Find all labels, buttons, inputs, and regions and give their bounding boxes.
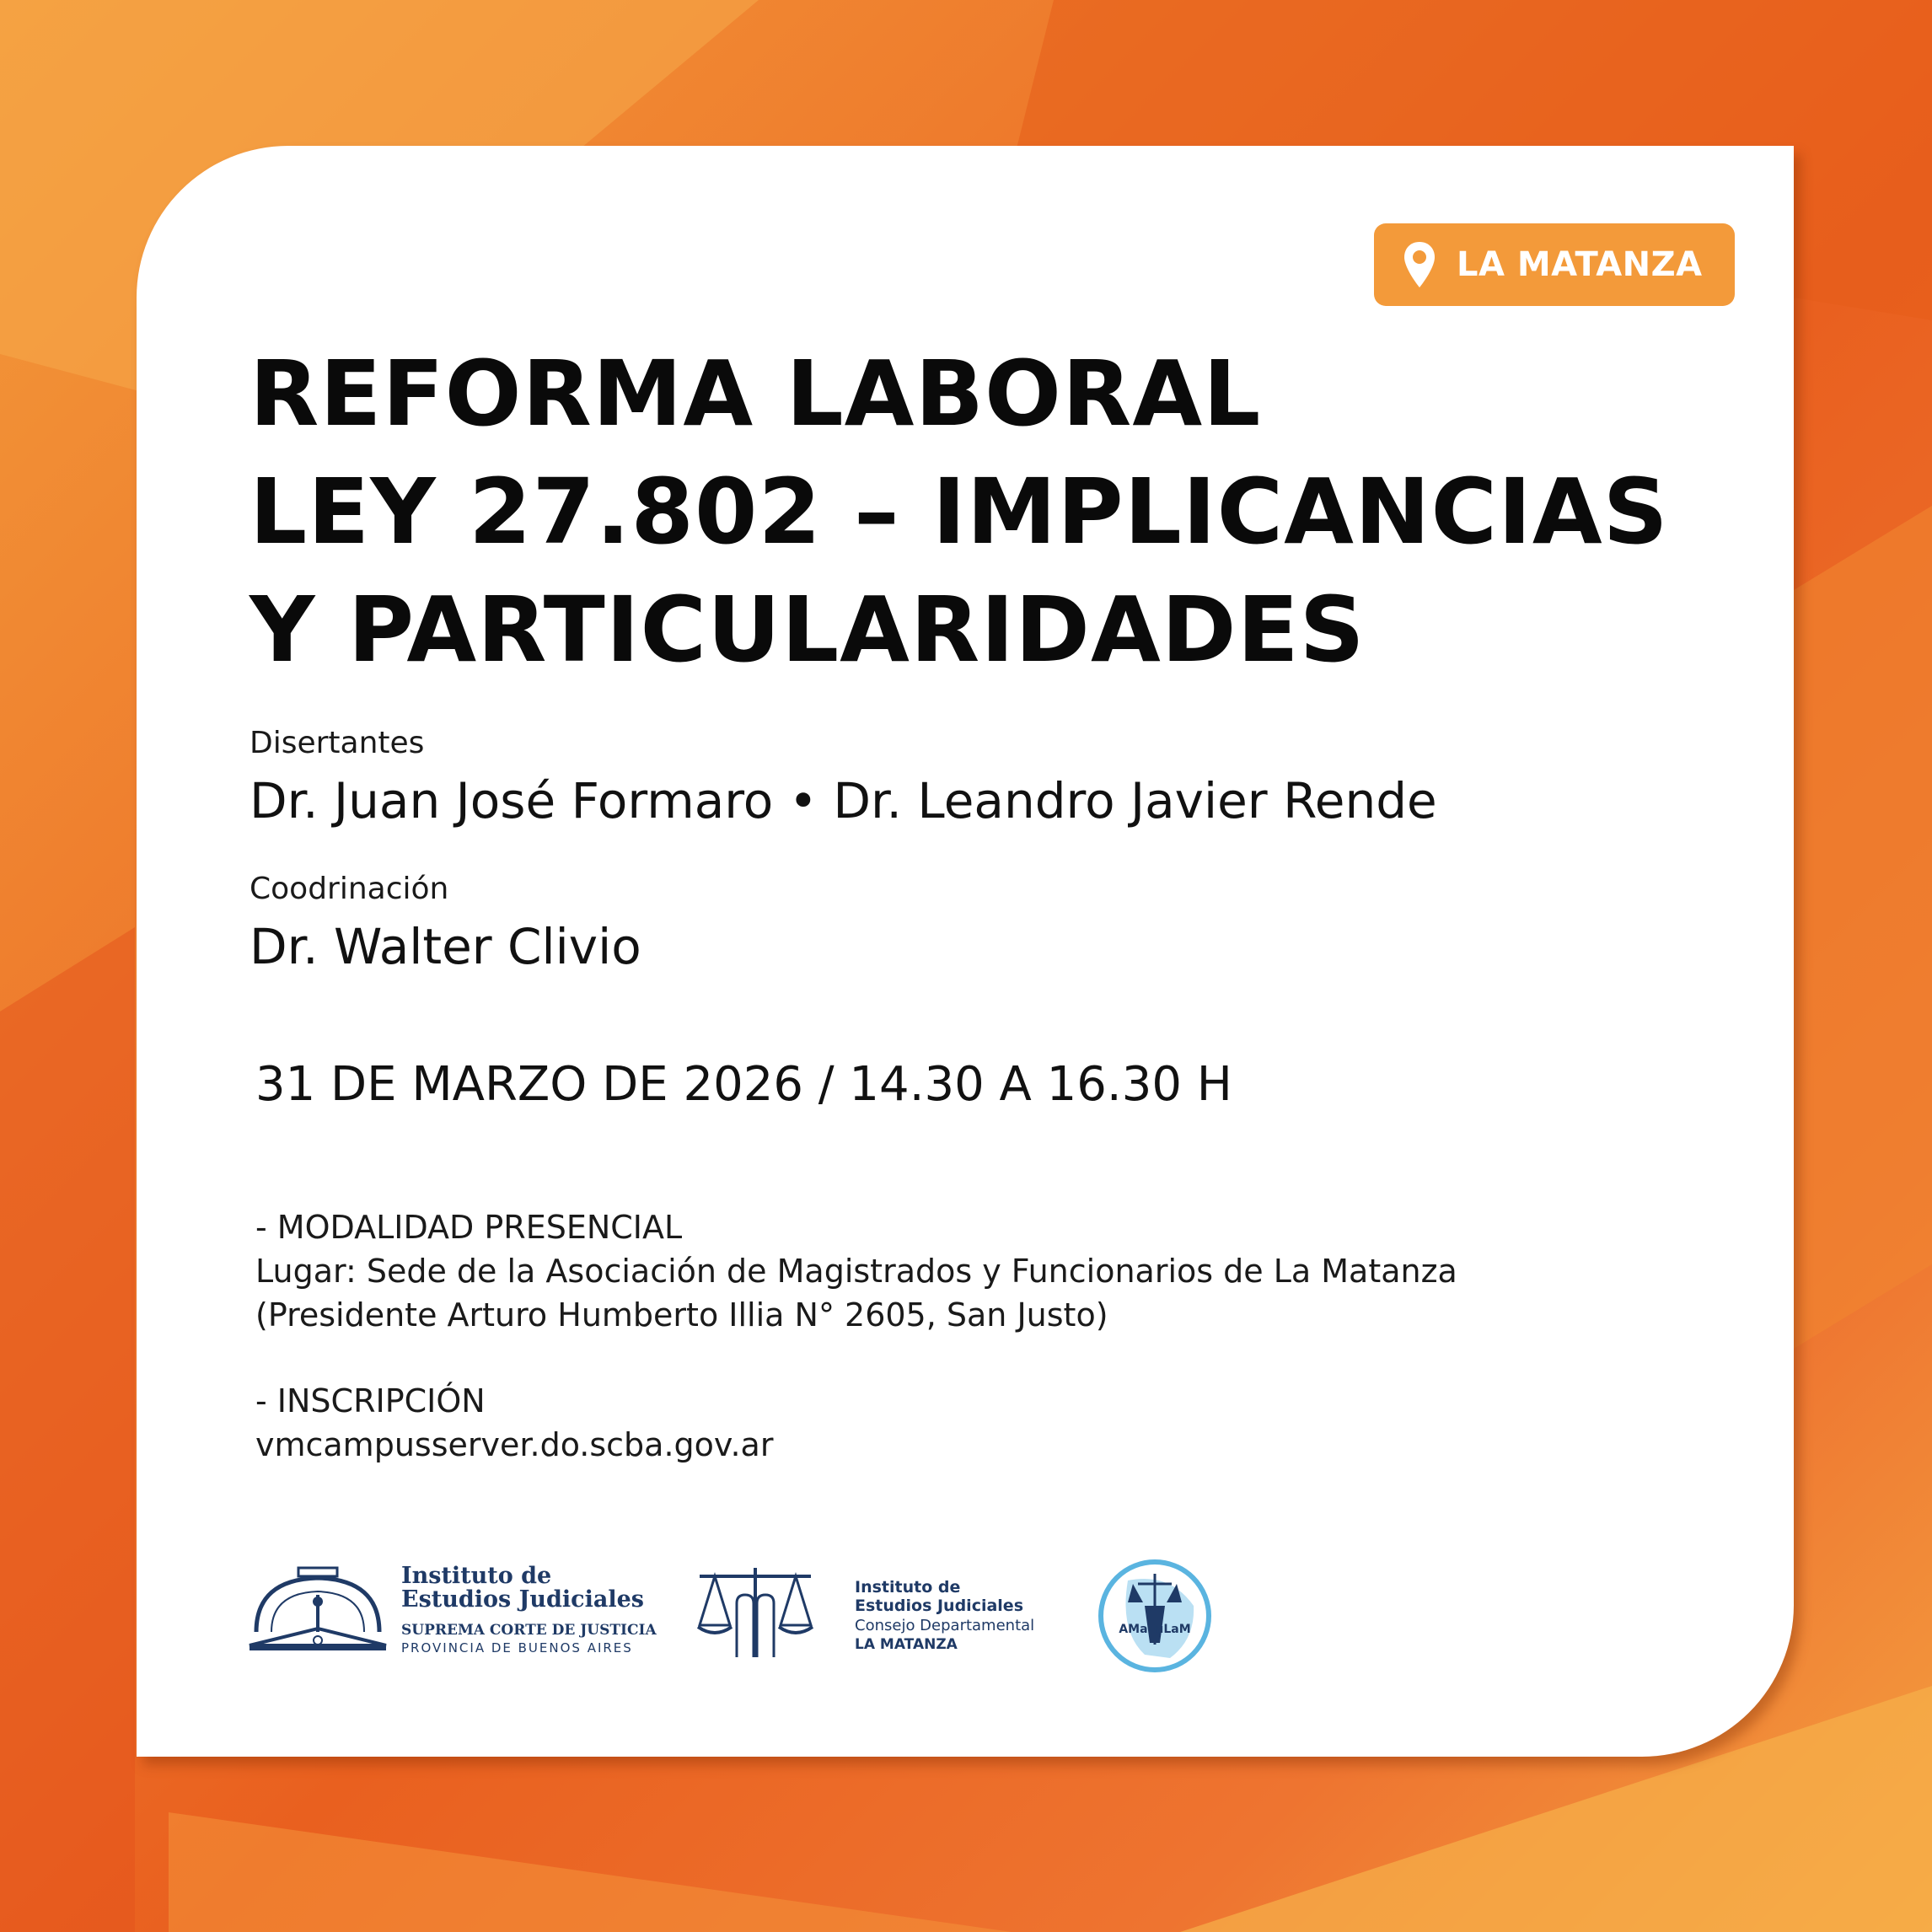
amafulam-label: AMaFuLaM	[1119, 1623, 1191, 1636]
location-label: LA MATANZA	[1457, 245, 1703, 284]
coordination-label: Coodrinación	[250, 872, 449, 906]
venue-address: (Presidente Arturo Humberto Illia N° 2605, San Justo)	[255, 1296, 1108, 1334]
speakers-label: Disertantes	[250, 726, 425, 760]
scales-of-justice-icon	[696, 1564, 814, 1666]
registration-title: - INSCRIPCIÓN	[255, 1382, 486, 1419]
title-line-1: REFORMA LABORAL	[250, 342, 1262, 447]
coordinator-name: Dr. Walter Clivio	[250, 918, 641, 975]
iej-matanza-line1: Instituto de	[855, 1578, 961, 1597]
iej-line2: Estudios Judiciales	[401, 1586, 644, 1613]
speakers-names: Dr. Juan José Formaro • Dr. Leandro Javier Rende	[250, 772, 1437, 829]
location-pin-icon	[1403, 240, 1436, 289]
venue-text: Lugar: Sede de la Asociación de Magistrados y Funcionarios de La Matanza	[255, 1253, 1457, 1290]
courthouse-dome-icon	[246, 1564, 389, 1666]
iej-line4: PROVINCIA DE BUENOS AIRES	[401, 1640, 633, 1656]
event-title	[250, 335, 1767, 690]
iej-scba-logo	[246, 1563, 657, 1666]
amafulam-logo	[1094, 1555, 1216, 1677]
iej-la-matanza-logo	[696, 1564, 1050, 1666]
iej-matanza-line4: LA MATANZA	[855, 1636, 958, 1653]
registration-url[interactable]: vmcampusserver.do.scba.gov.ar	[255, 1426, 774, 1463]
location-badge	[1374, 223, 1735, 306]
event-date-time: 31 DE MARZO DE 2026 / 14.30 A 16.30 H	[255, 1057, 1232, 1112]
iej-line1: Instituto de	[401, 1563, 552, 1589]
iej-matanza-line3: Consejo Departamental	[855, 1617, 1035, 1634]
title-line-2: LEY 27.802 – IMPLICANCIAS	[250, 460, 1669, 565]
amafulam-emblem-icon	[1094, 1555, 1216, 1677]
title-line-3: Y PARTICULARIDADES	[250, 578, 1366, 683]
iej-matanza-line2: Estudios Judiciales	[855, 1597, 1024, 1615]
iej-line3: SUPREMA CORTE DE JUSTICIA	[401, 1622, 657, 1639]
modality-title: - MODALIDAD PRESENCIAL	[255, 1209, 683, 1246]
